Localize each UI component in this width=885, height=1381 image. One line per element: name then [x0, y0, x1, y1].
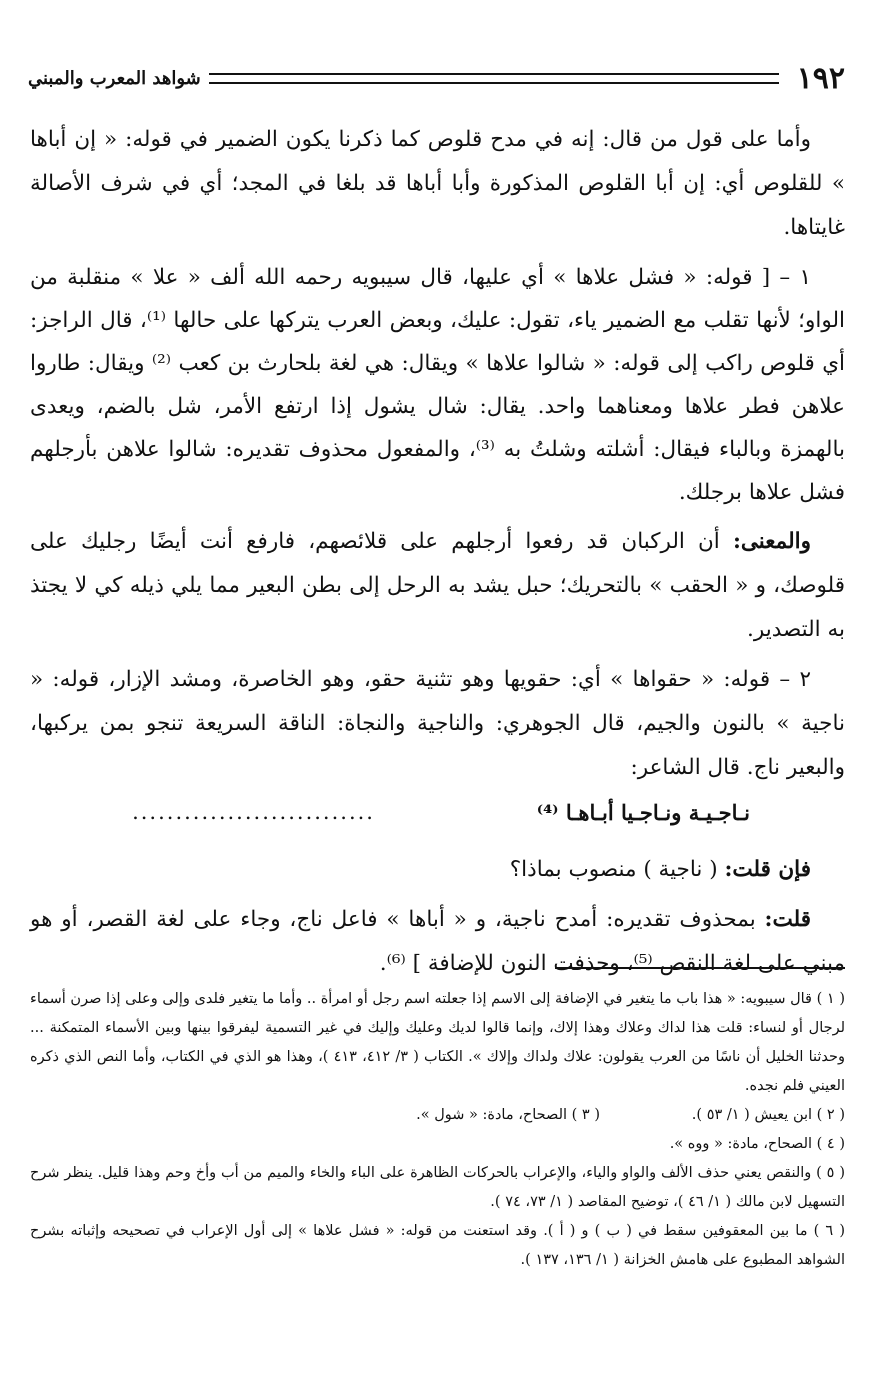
paragraph-3-text: أن الركبان قد رفعوا أرجلهم على قلائصهم، فارفع أنت أيضًا رجليك على قلوصك، و « الحقب » بالتحريك؛ حبل يشد به الرحل إلى بطن البعير مما يلي ذيله كي لا يجتذ به التصدير. — [30, 529, 845, 642]
paragraph-3 — [30, 520, 845, 652]
verse-text: نـاجـيـة ونـاجـيا أبـاهـا ⁽⁴⁾ — [536, 800, 750, 825]
page-number: ١٩٢ — [796, 60, 845, 96]
footnotes — [30, 985, 845, 1275]
footnote-1: ( ١ ) قال سيبويه: « هذا باب ما يتغير في الإضافة إلى الاسم إذا جعلته اسم رجل أو امرأة .. وأما ما يتغير فلدى وإلى وعلى إذا صرن أسماء لرجال أو لنساء: قلت هذا لداك وعلاك وهذا إلاك، وإنما قالوا لديك وعليك وإليك في غير التسمية ليفرقوا بينها وبين الأسماء المتمكنة ... وحدثنا الخليل أن ناسًا من العرب يقولون: علاك ولداك وإلاك ». الكتاب ( ٣/ ٤١٢، ٤١٣ )، وهذا هو الذي في الكتاب، وأما النص الذي ذكره العيني فلم نجده. — [30, 991, 846, 1094]
footnote-separator — [555, 967, 845, 969]
paragraph-6-lead: قلت: — [764, 907, 811, 932]
paragraph-2: ١ – [ قوله: « فشل علاها » أي عليها، قال سيبويه رحمه الله ألف « علا » منقلبة من الواو؛ لأنها تقلب مع الضمير ياء، تقول: عليك، وبعض العرب يتركها على حالها ⁽¹⁾، قال الراجز: أي قلوص راكب إلى قوله: « شالوا علاها » ويقال: هي لغة بلحارث بن كعب ⁽²⁾ ويقال: طاروا علاهن فطر علاها ومعناهما واحد. يقال: شال يشول إذا ارتفع الأمر، شل بالضم، ويعدى بالهمزة وبالباء فيقال: أشلته وشلتُ به ⁽³⁾، والمفعول محذوف تقديره: شالوا علاهن بأرجلهم فشل علاها برجلك. — [30, 265, 845, 505]
paragraph-4: ٢ – قوله: « حقواها » أي: حقويها وهو تثنية حقو، وهو الخاصرة، ومشد الإزار، قوله: « ناجية » بالنون والجيم، قال الجوهري: والناجية والنجاة: الناقة السريعة تنجو بمن يركبها، والبعير ناج. قال الشاعر: — [30, 667, 845, 780]
running-header — [28, 58, 845, 98]
running-title: شواهد المعرب والمبني — [28, 67, 201, 89]
verse-ellipsis: ............................ — [132, 800, 375, 824]
verse-line — [30, 796, 845, 840]
footnote-3: ( ٣ ) الصحاح، مادة: « شول ». — [416, 1107, 600, 1123]
footnote-4: ( ٤ ) الصحاح، مادة: « ووه ». — [669, 1136, 845, 1152]
paragraph-6-text: بمحذوف تقديره: أمدح ناجية، و « أباها » فاعل ناج، وجاء على لغة القصر، أو هو مبني على لغة النقص ⁽⁵⁾، وحذفت النون للإضافة ] ⁽⁶⁾. — [30, 907, 845, 976]
main-text — [30, 118, 845, 992]
footnote-2: ( ٢ ) ابن يعيش ( ١/ ٥٣ ). — [691, 1107, 845, 1123]
paragraph-6 — [30, 898, 845, 986]
paragraph-3-lead: والمعنى: — [732, 529, 811, 554]
paragraph-1: وأما على قول من قال: إنه في مدح قلوص كما ذكرنا يكون الضمير في قوله: « إن أباها » للقلوص أي: إن أبا القلوص المذكورة وأبا أباها قد بلغا في المجد؛ أي في شرف الأصالة غايتاها. — [30, 127, 845, 240]
paragraph-5-text: ( ناجية ) منصوب بماذا؟ — [509, 857, 725, 882]
footnote-5: ( ٥ ) والنقص يعني حذف الألف والواو والياء، والإعراب بالحركات الظاهرة على الباء والخاء والميم من أب وأخ وحم وهذا قليل. ينظر شرح التسهيل لابن مالك ( ١/ ٤٦ )، توضيح المقاصد ( ١/ ٧٣، ٧٤ ). — [30, 1165, 845, 1210]
paragraph-5-lead: فإن قلت: — [724, 857, 811, 882]
paragraph-5 — [30, 848, 845, 892]
footnote-row-2-3 — [30, 1101, 845, 1130]
header-rule — [209, 73, 779, 84]
footnote-6: ( ٦ ) ما بين المعقوفين سقط في ( ب ) و ( أ ). وقد استعنت من قوله: « فشل علاها » إلى أول الإعراب في تصحيحه وإثباته بشرح الشواهد المطبوع على هامش الخزانة ( ١/ ١٣٦، ١٣٧ ). — [30, 1223, 845, 1268]
